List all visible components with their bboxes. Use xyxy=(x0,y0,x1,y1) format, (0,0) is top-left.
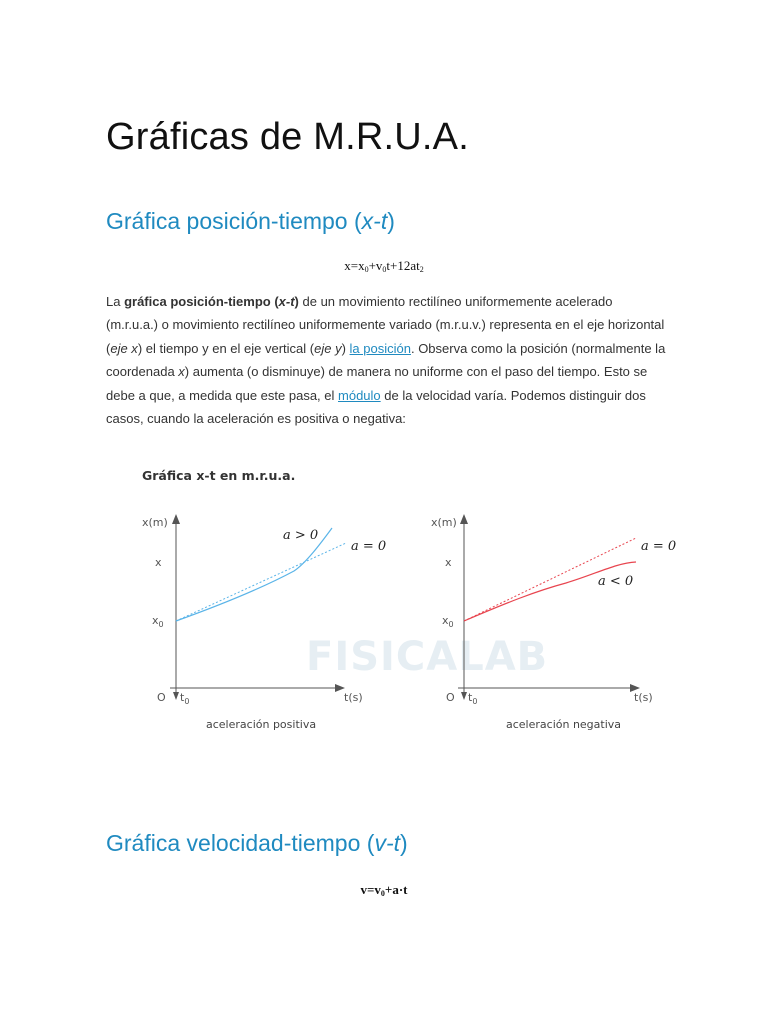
t-axis-label: t(s) xyxy=(344,691,363,704)
bold-text: gráfica posición-tiempo ( xyxy=(124,294,279,309)
page-title: Gráficas de M.R.U.A. xyxy=(106,116,469,158)
y-axis-arrow xyxy=(172,514,180,524)
t-axis-label: t(s) xyxy=(634,691,653,704)
formula-subscript: 0 xyxy=(364,265,369,274)
origin-label: O xyxy=(446,691,455,704)
x-level-label: x xyxy=(445,556,452,569)
link-modulo[interactable]: módulo xyxy=(338,387,381,403)
tangent-line-zero-acceleration xyxy=(176,543,346,621)
t0-label xyxy=(468,691,477,706)
curve-label: a > 0 xyxy=(283,528,319,543)
heading-text-end: ) xyxy=(400,830,408,856)
formula-velocity xyxy=(0,882,768,898)
italic-term: eje x xyxy=(110,340,138,356)
paragraph-text: de un movimiento rectilíneo uniformemente acelerado (m.r.u.a.) o movimiento rectilíneo uniformemente variado (m.r.u.v.) representa en el eje horizontal ( xyxy=(106,294,665,356)
paragraph-text: ) aumenta (o disminuye) de manera no uniforme con el paso del tiempo. Esto se debe a que, a medida que este pasa, el xyxy=(106,364,648,403)
x-level-label: x xyxy=(155,556,162,569)
t0-text: t xyxy=(468,691,473,704)
formula-part: +a·t xyxy=(384,882,408,897)
t0-label xyxy=(180,691,189,706)
tangent-label: a = 0 xyxy=(641,539,677,554)
formula-part: x=x xyxy=(344,258,365,273)
x0-sub: 0 xyxy=(158,620,164,629)
y-axis-label: x(m) xyxy=(142,516,168,529)
x0-label xyxy=(152,614,164,629)
paragraph-text: ) el tiempo y en el eje vertical ( xyxy=(137,340,315,356)
section-heading-velocity-time xyxy=(106,830,408,857)
left-panel xyxy=(142,514,386,731)
curve-label: a < 0 xyxy=(598,574,634,589)
formula-subscript: 0 xyxy=(382,265,387,274)
formula-position xyxy=(0,258,768,274)
bold-text: ) xyxy=(294,294,299,309)
heading-text: Gráfica velocidad-tiempo ( xyxy=(106,830,375,856)
bold-term xyxy=(124,294,299,309)
xt-graph-figure xyxy=(106,458,677,758)
curve-negative-acceleration xyxy=(464,562,636,621)
left-subcaption: aceleración positiva xyxy=(206,718,317,731)
t0-text: t xyxy=(180,691,185,704)
paragraph-text: La xyxy=(106,294,125,309)
x0-text: x xyxy=(442,614,449,627)
t0-sub: 0 xyxy=(472,697,478,706)
formula-subscript: 0 xyxy=(380,889,385,898)
paragraph-text: . Observa como la posición (normalmente la coordenada xyxy=(106,340,666,380)
body-paragraph xyxy=(106,290,666,430)
xt-graph-svg xyxy=(106,458,677,758)
t0-sub: 0 xyxy=(184,697,190,706)
link-la-posicion[interactable]: la posición xyxy=(349,340,411,356)
right-panel xyxy=(431,514,676,731)
y-axis-label: x(m) xyxy=(431,516,457,529)
formula-subscript: 2 xyxy=(419,265,424,274)
t0-arrow xyxy=(461,692,467,700)
formula-part: t+12at xyxy=(386,258,420,273)
heading-text: Gráfica posición-tiempo ( xyxy=(106,208,362,234)
italic-term: x xyxy=(178,364,185,380)
x0-sub: 0 xyxy=(448,620,454,629)
italic-term: eje y xyxy=(314,340,342,356)
bold-italic-text: x-t xyxy=(278,294,295,309)
origin-label: O xyxy=(157,691,166,704)
figure-caption: Gráfica x-t en m.r.u.a. xyxy=(142,468,296,483)
heading-text-end: ) xyxy=(387,208,395,234)
t0-arrow xyxy=(173,692,179,700)
right-subcaption: aceleración negativa xyxy=(506,718,622,731)
paragraph-text: ) xyxy=(341,340,350,356)
x0-label xyxy=(442,614,454,629)
section-heading-position-time xyxy=(106,208,395,235)
formula-part: v=v xyxy=(360,882,381,897)
heading-variable: x-t xyxy=(361,208,388,234)
watermark-logo: FISICALAB xyxy=(306,634,549,680)
heading-variable: v-t xyxy=(374,830,401,856)
paragraph-text: de la velocidad varía. Podemos distinguir dos casos, cuando la aceleración es positiva o negativa: xyxy=(106,387,646,427)
tangent-label: a = 0 xyxy=(351,539,387,554)
x0-text: x xyxy=(152,614,159,627)
formula-part: +v xyxy=(368,258,383,273)
y-axis-arrow xyxy=(460,514,468,524)
